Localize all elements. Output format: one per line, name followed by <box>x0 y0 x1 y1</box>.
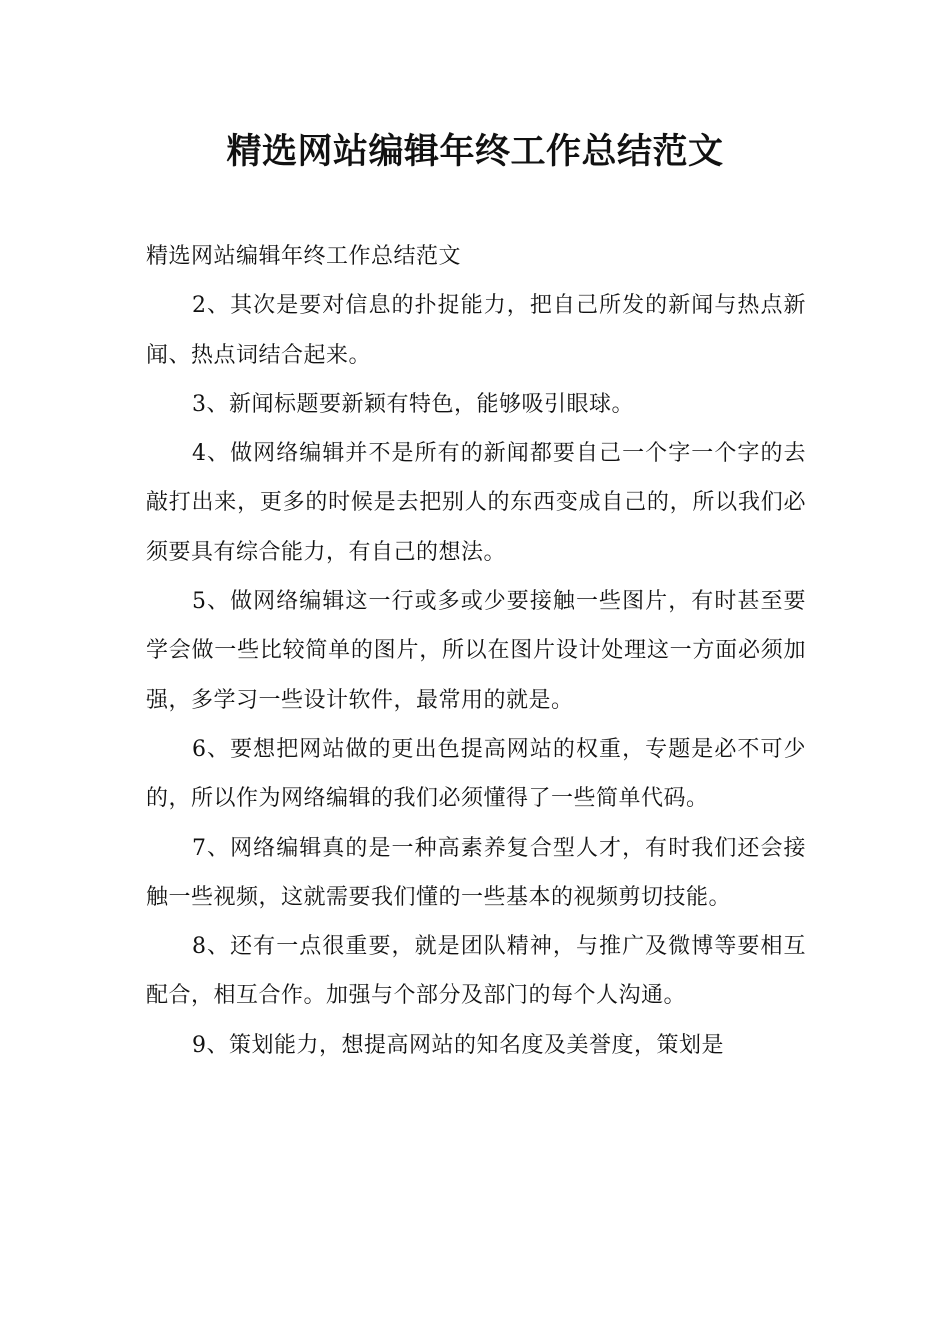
body-paragraph-8: 8、还有一点很重要，就是团队精神，与推广及微博等要相互配合，相互合作。加强与个部分及部门的每个人沟通。 <box>146 934 806 1009</box>
body-paragraph-2: 2、其次是要对信息的扑捉能力，把自己所发的新闻与热点新闻、热点词结合起来。 <box>146 293 806 368</box>
body-paragraph-9: 9、策划能力，想提高网站的知名度及美誉度，策划是 <box>192 1032 724 1058</box>
body-paragraph-5: 5、做网络编辑这一行或多或少要接触一些图片，有时甚至要学会做一些比较简单的图片，所以在图片设计处理这一方面必须加强，多学习一些设计软件，最常用的就是。 <box>146 589 806 713</box>
body-paragraph-3: 3、新闻标题要新颖有特色，能够吸引眼球。 <box>192 391 634 417</box>
body-paragraph-6: 6、要想把网站做的更出色提高网站的权重，专题是必不可少的，所以作为网络编辑的我们必须懂得了一些简单代码。 <box>146 736 806 812</box>
body-paragraph-7: 7、网络编辑真的是一种高素养复合型人才，有时我们还会接触一些视频，这就需要我们懂的一些基本的视频剪切技能。 <box>146 835 806 910</box>
body-paragraph-4: 4、做网络编辑并不是所有的新闻都要自己一个字一个字的去敲打出来，更多的时候是去把别人的东西变成自己的，所以我们必须要具有综合能力，有自己的想法。 <box>146 441 806 565</box>
document-body <box>146 232 806 1070</box>
body-paragraph-subtitle: 精选网站编辑年终工作总结范文 <box>146 244 462 269</box>
document-title: 精选网站编辑年终工作总结范文 <box>226 132 724 172</box>
